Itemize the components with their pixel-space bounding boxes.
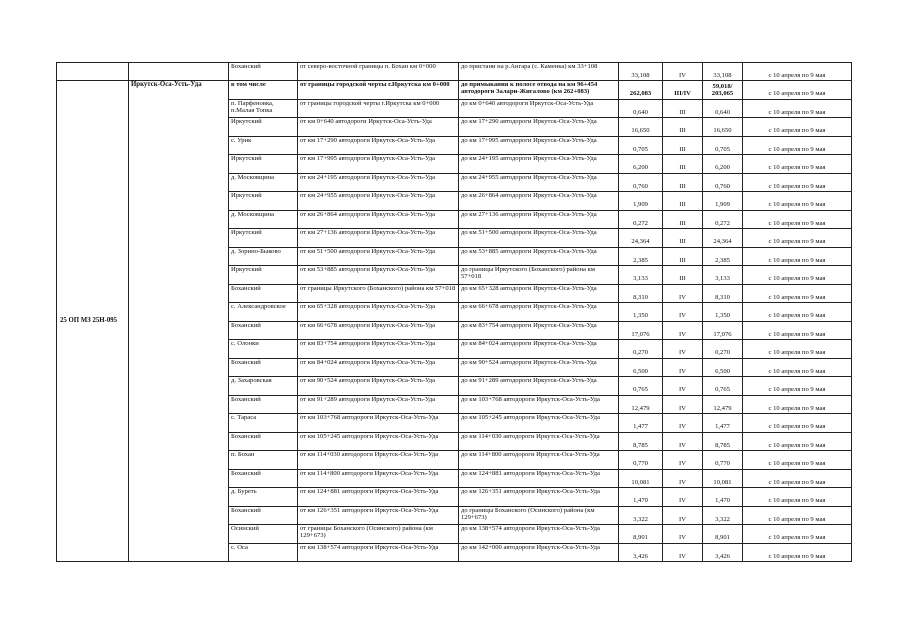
from-cell: от границы городской черты г.Иркутска км 0+000 <box>298 81 459 100</box>
to-cell: до км 142+000 автодороги Иркутск-Оса-Усть-Уда <box>459 543 619 562</box>
category-cell: IV <box>663 63 703 81</box>
length-cell: 0,760 <box>619 173 663 192</box>
period-cell: с 10 апреля по 9 мая <box>743 358 852 377</box>
period-cell: с 10 апреля по 9 мая <box>743 340 852 359</box>
length-cell: 8,785 <box>619 432 663 451</box>
period-cell: с 10 апреля по 9 мая <box>743 525 852 544</box>
to-cell: до км 84+024 автодороги Иркутск-Оса-Усть-Уда <box>459 340 619 359</box>
from-cell: от км 90+524 автодороги Иркутск-Оса-Усть-Уда <box>298 377 459 396</box>
length-cell: 262,083 <box>619 81 663 100</box>
district-cell: Осинский <box>229 525 298 544</box>
period-cell: с 10 апреля по 9 мая <box>743 395 852 414</box>
period-cell: с 10 апреля по 9 мая <box>743 543 852 562</box>
from-cell: от км 53+885 автодороги Иркутск-Оса-Усть-Уда <box>298 266 459 285</box>
restricted-length-cell: 8,901 <box>703 525 743 544</box>
to-cell: до км 103+768 автодороги Иркутск-Оса-Усть-Уда <box>459 395 619 414</box>
to-cell: до км 66+678 автодороги Иркутск-Оса-Усть-Уда <box>459 303 619 322</box>
to-cell: до км 51+500 автодороги Иркутск-Оса-Усть-Уда <box>459 229 619 248</box>
category-cell: III <box>663 192 703 211</box>
length-cell: 1,350 <box>619 303 663 322</box>
to-cell: до км 90+524 автодороги Иркутск-Оса-Усть-Уда <box>459 358 619 377</box>
to-cell: до км 114+800 автодороги Иркутск-Оса-Усть-Уда <box>459 451 619 470</box>
to-cell: до границы Боханского (Осинского) района (км 129+673) <box>459 506 619 525</box>
restricted-length-cell: 6,200 <box>703 155 743 174</box>
from-cell: от км 84+024 автодороги Иркутск-Оса-Усть-Уда <box>298 358 459 377</box>
length-cell: 33,108 <box>619 63 663 81</box>
table-row <box>57 81 852 100</box>
length-cell: 3,426 <box>619 543 663 562</box>
road-code-cell-empty <box>57 63 129 81</box>
district-cell: Боханский <box>229 469 298 488</box>
from-cell: от км 65+328 автодороги Иркутск-Оса-Усть-Уда <box>298 303 459 322</box>
length-cell: 2,385 <box>619 247 663 266</box>
category-cell: III <box>663 266 703 285</box>
category-cell: IV <box>663 469 703 488</box>
length-cell: 1,477 <box>619 414 663 433</box>
category-cell: IV <box>663 340 703 359</box>
restricted-length-cell: 24,364 <box>703 229 743 248</box>
to-cell: до км 24+955 автодороги Иркутск-Оса-Усть-Уда <box>459 173 619 192</box>
from-cell: от км 138+574 автодороги Иркутск-Оса-Усть-Уда <box>298 543 459 562</box>
from-cell: от км 0+640 автодороги Иркутск-Оса-Усть-Уда <box>298 118 459 137</box>
category-cell: III <box>663 210 703 229</box>
road-restrictions-table <box>56 62 852 562</box>
category-cell: III <box>663 173 703 192</box>
to-cell: до км 124+881 автодороги Иркутск-Оса-Усть-Уда <box>459 469 619 488</box>
district-cell: Иркутский <box>229 155 298 174</box>
to-cell: до км 17+290 автодороги Иркутск-Оса-Усть-Уда <box>459 118 619 137</box>
from-cell: от км 114+800 автодороги Иркутск-Оса-Усть-Уда <box>298 469 459 488</box>
restricted-length-cell: 0,272 <box>703 210 743 229</box>
from-cell: от границы Иркутского (Боханского) района км 57+018 <box>298 284 459 303</box>
from-cell: от границы Боханского (Осинского) района (км 129+673) <box>298 525 459 544</box>
category-cell: IV <box>663 543 703 562</box>
district-cell: Иркутский <box>229 118 298 137</box>
restricted-length-cell: 0,765 <box>703 377 743 396</box>
district-cell: Боханский <box>229 395 298 414</box>
category-cell: III <box>663 99 703 118</box>
period-cell: с 10 апреля по 9 мая <box>743 451 852 470</box>
category-cell: IV <box>663 506 703 525</box>
category-cell: IV <box>663 488 703 507</box>
length-cell: 8,310 <box>619 284 663 303</box>
to-cell: до км 126+351 автодороги Иркутск-Оса-Усть-Уда <box>459 488 619 507</box>
from-cell: от км 105+245 автодороги Иркутск-Оса-Усть-Уда <box>298 432 459 451</box>
table-body <box>57 63 852 562</box>
category-cell: IV <box>663 303 703 322</box>
from-cell: от границы городской черты г.Иркутска км 0+000 <box>298 99 459 118</box>
from-cell: от северо-восточной границы п. Бохан км 0+000 <box>298 63 459 81</box>
district-cell: д. Захаровская <box>229 377 298 396</box>
road-code-cell: 25 ОП МЗ 25Н-095 <box>57 81 129 562</box>
to-cell: до км 114+030 автодороги Иркутск-Оса-Усть-Уда <box>459 432 619 451</box>
category-cell: IV <box>663 321 703 340</box>
restricted-length-cell: 1,470 <box>703 488 743 507</box>
from-cell: от км 51+500 автодороги Иркутск-Оса-Усть-Уда <box>298 247 459 266</box>
length-cell: 24,364 <box>619 229 663 248</box>
restricted-length-cell: 0,760 <box>703 173 743 192</box>
district-cell: в том числе <box>229 81 298 100</box>
restricted-length-cell: 6,500 <box>703 358 743 377</box>
district-cell: Иркутский <box>229 192 298 211</box>
length-cell: 17,076 <box>619 321 663 340</box>
period-cell: с 10 апреля по 9 мая <box>743 432 852 451</box>
period-cell: с 10 апреля по 9 мая <box>743 173 852 192</box>
length-cell: 12,479 <box>619 395 663 414</box>
from-cell: от км 27+136 автодороги Иркутск-Оса-Усть-Уда <box>298 229 459 248</box>
category-cell: III <box>663 118 703 137</box>
to-cell: до границы Иркутского (Боханского) района км 57+018 <box>459 266 619 285</box>
district-cell: Боханский <box>229 321 298 340</box>
to-cell: до км 27+136 автодороги Иркутск-Оса-Усть-Уда <box>459 210 619 229</box>
length-cell: 3,322 <box>619 506 663 525</box>
period-cell: с 10 апреля по 9 мая <box>743 488 852 507</box>
document-page <box>56 62 851 562</box>
length-cell: 8,901 <box>619 525 663 544</box>
period-cell: с 10 апреля по 9 мая <box>743 284 852 303</box>
district-cell: д. Буреть <box>229 488 298 507</box>
to-cell: до км 105+245 автодороги Иркутск-Оса-Усть-Уда <box>459 414 619 433</box>
restricted-length-cell: 33,108 <box>703 63 743 81</box>
to-cell: до км 83+754 автодороги Иркутск-Оса-Усть-Уда <box>459 321 619 340</box>
district-cell: п. Бохан <box>229 451 298 470</box>
period-cell: с 10 апреля по 9 мая <box>743 247 852 266</box>
restricted-length-cell: 16,650 <box>703 118 743 137</box>
category-cell: III/IV <box>663 81 703 100</box>
period-cell: с 10 апреля по 9 мая <box>743 229 852 248</box>
restricted-length-cell: 0,705 <box>703 136 743 155</box>
period-cell: с 10 апреля по 9 мая <box>743 155 852 174</box>
restricted-length-cell: 17,076 <box>703 321 743 340</box>
category-cell: III <box>663 136 703 155</box>
district-cell: д. Московщина <box>229 173 298 192</box>
category-cell: IV <box>663 525 703 544</box>
from-cell: от км 24+195 автодороги Иркутск-Оса-Усть-Уда <box>298 173 459 192</box>
from-cell: от км 24+955 автодороги Иркутск-Оса-Усть-Уда <box>298 192 459 211</box>
to-cell: до примыкания к полосе отвода на км 96+454 автодороги Залари-Жигалово (км 262+083) <box>459 81 619 100</box>
period-cell: с 10 апреля по 9 мая <box>743 118 852 137</box>
to-cell: до км 138+574 автодороги Иркутск-Оса-Усть-Уда <box>459 525 619 544</box>
category-cell: IV <box>663 451 703 470</box>
restricted-length-cell: 12,479 <box>703 395 743 414</box>
category-cell: IV <box>663 284 703 303</box>
district-cell: с. Олонки <box>229 340 298 359</box>
to-cell: до км 0+640 автодороги Иркутск-Оса-Усть-Уда <box>459 99 619 118</box>
from-cell: от км 114+030 автодороги Иркутск-Оса-Усть-Уда <box>298 451 459 470</box>
to-cell: до км 65+328 автодороги Иркутск-Оса-Усть-Уда <box>459 284 619 303</box>
length-cell: 0,640 <box>619 99 663 118</box>
restricted-length-cell: 1,477 <box>703 414 743 433</box>
restricted-length-cell: 3,133 <box>703 266 743 285</box>
district-cell: д. Московщина <box>229 210 298 229</box>
restricted-length-cell: 8,310 <box>703 284 743 303</box>
restricted-length-cell: 59,018/ 203,065 <box>703 81 743 100</box>
restricted-length-cell: 0,270 <box>703 340 743 359</box>
from-cell: от км 17+995 автодороги Иркутск-Оса-Усть-Уда <box>298 155 459 174</box>
period-cell: с 10 апреля по 9 мая <box>743 377 852 396</box>
to-cell: до км 24+195 автодороги Иркутск-Оса-Усть-Уда <box>459 155 619 174</box>
restricted-length-cell: 3,426 <box>703 543 743 562</box>
district-cell: с. Урик <box>229 136 298 155</box>
district-cell: Иркутский <box>229 229 298 248</box>
restricted-length-cell: 1,909 <box>703 192 743 211</box>
period-cell: с 10 апреля по 9 мая <box>743 506 852 525</box>
road-name-cell-empty <box>129 63 229 81</box>
length-cell: 0,270 <box>619 340 663 359</box>
table-row <box>57 63 852 81</box>
from-cell: от км 91+289 автодороги Иркутск-Оса-Усть-Уда <box>298 395 459 414</box>
restricted-length-cell: 2,385 <box>703 247 743 266</box>
category-cell: IV <box>663 432 703 451</box>
category-cell: IV <box>663 358 703 377</box>
category-cell: III <box>663 155 703 174</box>
district-cell: Боханский <box>229 358 298 377</box>
district-cell: с. Александровское <box>229 303 298 322</box>
district-cell: Боханский <box>229 284 298 303</box>
length-cell: 3,133 <box>619 266 663 285</box>
from-cell: от км 124+881 автодороги Иркутск-Оса-Усть-Уда <box>298 488 459 507</box>
district-cell: Иркутский <box>229 266 298 285</box>
period-cell: с 10 апреля по 9 мая <box>743 136 852 155</box>
period-cell: с 10 апреля по 9 мая <box>743 321 852 340</box>
restricted-length-cell: 1,350 <box>703 303 743 322</box>
district-cell: с. Оса <box>229 543 298 562</box>
period-cell: с 10 апреля по 9 мая <box>743 414 852 433</box>
from-cell: от км 126+351 автодороги Иркутск-Оса-Усть-Уда <box>298 506 459 525</box>
length-cell: 0,770 <box>619 451 663 470</box>
from-cell: от км 103+768 автодороги Иркутск-Оса-Усть-Уда <box>298 414 459 433</box>
district-cell: п. Парфеновка, п.Малая Топка <box>229 99 298 118</box>
district-cell: Боханский <box>229 63 298 81</box>
to-cell: до км 17+995 автодороги Иркутск-Оса-Усть-Уда <box>459 136 619 155</box>
restricted-length-cell: 3,322 <box>703 506 743 525</box>
to-cell: до км 26+864 автодороги Иркутск-Оса-Усть-Уда <box>459 192 619 211</box>
category-cell: IV <box>663 377 703 396</box>
restricted-length-cell: 8,785 <box>703 432 743 451</box>
category-cell: IV <box>663 395 703 414</box>
category-cell: III <box>663 229 703 248</box>
period-cell: с 10 апреля по 9 мая <box>743 99 852 118</box>
length-cell: 6,500 <box>619 358 663 377</box>
to-cell: до км 91+289 автодороги Иркутск-Оса-Усть-Уда <box>459 377 619 396</box>
district-cell: д. Зорино-Быково <box>229 247 298 266</box>
length-cell: 6,200 <box>619 155 663 174</box>
district-cell: с. Тараса <box>229 414 298 433</box>
from-cell: от км 83+754 автодороги Иркутск-Оса-Усть-Уда <box>298 340 459 359</box>
from-cell: от км 66+678 автодороги Иркутск-Оса-Усть-Уда <box>298 321 459 340</box>
length-cell: 0,765 <box>619 377 663 396</box>
period-cell: с 10 апреля по 9 мая <box>743 303 852 322</box>
period-cell: с 10 апреля по 9 мая <box>743 81 852 100</box>
to-cell: до пристани на р.Ангара (с. Каменка) км 33+108 <box>459 63 619 81</box>
district-cell: Боханский <box>229 432 298 451</box>
period-cell: с 10 апреля по 9 мая <box>743 192 852 211</box>
from-cell: от км 17+290 автодороги Иркутск-Оса-Усть-Уда <box>298 136 459 155</box>
length-cell: 0,705 <box>619 136 663 155</box>
length-cell: 16,650 <box>619 118 663 137</box>
period-cell: с 10 апреля по 9 мая <box>743 469 852 488</box>
category-cell: III <box>663 247 703 266</box>
period-cell: с 10 апреля по 9 мая <box>743 210 852 229</box>
period-cell: с 10 апреля по 9 мая <box>743 63 852 81</box>
restricted-length-cell: 0,770 <box>703 451 743 470</box>
length-cell: 1,909 <box>619 192 663 211</box>
to-cell: до км 53+885 автодороги Иркутск-Оса-Усть-Уда <box>459 247 619 266</box>
from-cell: от км 26+864 автодороги Иркутск-Оса-Усть-Уда <box>298 210 459 229</box>
length-cell: 1,470 <box>619 488 663 507</box>
length-cell: 10,081 <box>619 469 663 488</box>
length-cell: 0,272 <box>619 210 663 229</box>
district-cell: Боханский <box>229 506 298 525</box>
category-cell: IV <box>663 414 703 433</box>
restricted-length-cell: 0,640 <box>703 99 743 118</box>
road-name-cell: Иркутск-Оса-Усть-Уда <box>129 81 229 562</box>
restricted-length-cell: 10,081 <box>703 469 743 488</box>
period-cell: с 10 апреля по 9 мая <box>743 266 852 285</box>
